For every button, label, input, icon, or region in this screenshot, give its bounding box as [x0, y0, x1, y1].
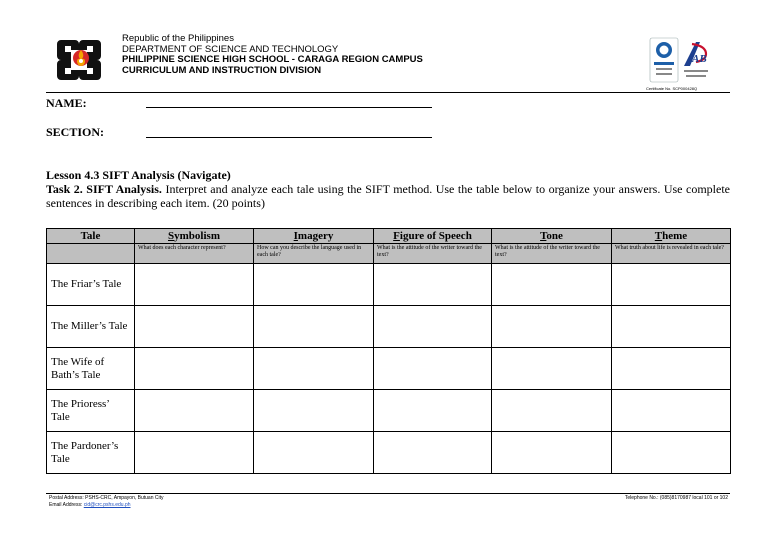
department-line: DEPARTMENT OF SCIENCE AND TECHNOLOGY [122, 43, 339, 55]
socotec-certification-icon [650, 38, 678, 82]
table-description-row [47, 244, 731, 264]
desc-theme: What truth about life is revealed in each tale? [612, 244, 731, 264]
table-header-row [47, 229, 731, 244]
table-row [47, 306, 731, 348]
answer-cell-tone[interactable] [492, 264, 612, 306]
school-line: PHILIPPINE SCIENCE HIGH SCHOOL - CARAGA REGION CAMPUS [122, 54, 423, 65]
footer-divider [46, 493, 730, 494]
answer-cell-figure-of-speech[interactable] [374, 306, 492, 348]
document-header [0, 0, 768, 92]
section-label: SECTION: [46, 125, 105, 139]
answer-cell-theme[interactable] [612, 432, 731, 474]
tale-name: The Friar’s Tale [47, 264, 135, 306]
answer-cell-figure-of-speech[interactable] [374, 390, 492, 432]
name-blank[interactable] [146, 107, 432, 108]
email-line: Email Address: cid@crc.pshs.edu.ph [49, 502, 131, 508]
answer-cell-tone[interactable] [492, 348, 612, 390]
table-row [47, 348, 731, 390]
division-line: CURRICULUM AND INSTRUCTION DIVISION [122, 64, 322, 76]
desc-tone: What is the attitude of the writer toward the text? [492, 244, 612, 264]
table-row [47, 390, 731, 432]
header-figure-of-speech: Figure of Speech [374, 229, 492, 244]
header-imagery: Imagery [254, 229, 374, 244]
table-row [47, 264, 731, 306]
telephone-number: Telephone No.: (085)8170987 local 101 or 102 [624, 495, 728, 501]
header-symbolism: Symbolism [135, 229, 254, 244]
desc-tale [47, 244, 135, 264]
header-theme: Theme [612, 229, 731, 244]
answer-cell-symbolism[interactable] [135, 306, 254, 348]
postal-address: Postal Address: PSHS-CRC, Ampayon, Butuan City [49, 495, 164, 501]
answer-cell-imagery[interactable] [254, 390, 374, 432]
answer-cell-imagery[interactable] [254, 348, 374, 390]
answer-cell-figure-of-speech[interactable] [374, 432, 492, 474]
task-heading: Task 2. SIFT Analysis. [46, 182, 162, 196]
header-divider [46, 92, 730, 93]
answer-cell-imagery[interactable] [254, 432, 374, 474]
header-tone: Tone [492, 229, 612, 244]
answer-cell-symbolism[interactable] [135, 390, 254, 432]
answer-cell-theme[interactable] [612, 264, 731, 306]
section-blank[interactable] [146, 137, 432, 138]
desc-symbolism: What does each character represent? [135, 244, 254, 264]
tale-name: The Prioress’ Tale [47, 390, 135, 432]
answer-cell-imagery[interactable] [254, 306, 374, 348]
institution-heading [122, 34, 423, 76]
desc-figure-of-speech: What is the attitude of the writer toward the text? [374, 244, 492, 264]
tale-name: The Pardoner’s Tale [47, 432, 135, 474]
answer-cell-tone[interactable] [492, 432, 612, 474]
name-label: NAME: [46, 96, 87, 110]
svg-text:AB: AB [692, 53, 707, 65]
tale-name: The Wife of Bath’s Tale [47, 348, 135, 390]
certificate-number: Certificate No. SCP000428Q [646, 86, 698, 91]
desc-imagery: How can you describe the language used in each tale? [254, 244, 374, 264]
answer-cell-tone[interactable] [492, 390, 612, 432]
tale-name: The Miller’s Tale [47, 306, 135, 348]
answer-cell-figure-of-speech[interactable] [374, 264, 492, 306]
answer-cell-symbolism[interactable] [135, 432, 254, 474]
table-row [47, 432, 731, 474]
answer-cell-theme[interactable] [612, 348, 731, 390]
answer-cell-imagery[interactable] [254, 264, 374, 306]
answer-cell-theme[interactable] [612, 306, 731, 348]
answer-cell-theme[interactable] [612, 390, 731, 432]
republic-line: Republic of the Philippines [122, 33, 234, 44]
answer-cell-figure-of-speech[interactable] [374, 348, 492, 390]
task-instructions [46, 182, 730, 210]
footer-address [49, 495, 164, 509]
lesson-title: Lesson 4.3 SIFT Analysis (Navigate) [46, 168, 231, 182]
pshs-logo-icon [57, 34, 105, 82]
answer-cell-tone[interactable] [492, 306, 612, 348]
pab-accreditation-icon [684, 42, 708, 77]
sift-analysis-table [46, 228, 731, 474]
email-link[interactable]: cid@crc.pshs.edu.ph [83, 502, 131, 508]
answer-cell-symbolism[interactable] [135, 348, 254, 390]
answer-cell-symbolism[interactable] [135, 264, 254, 306]
task-text: Interpret and analyze each tale using the SIFT method. Use the table below to organize your answers. Use complete sentences in describing each item. (20 points) [46, 182, 731, 210]
header-tale: Tale [47, 229, 135, 244]
certification-logos [648, 36, 712, 88]
